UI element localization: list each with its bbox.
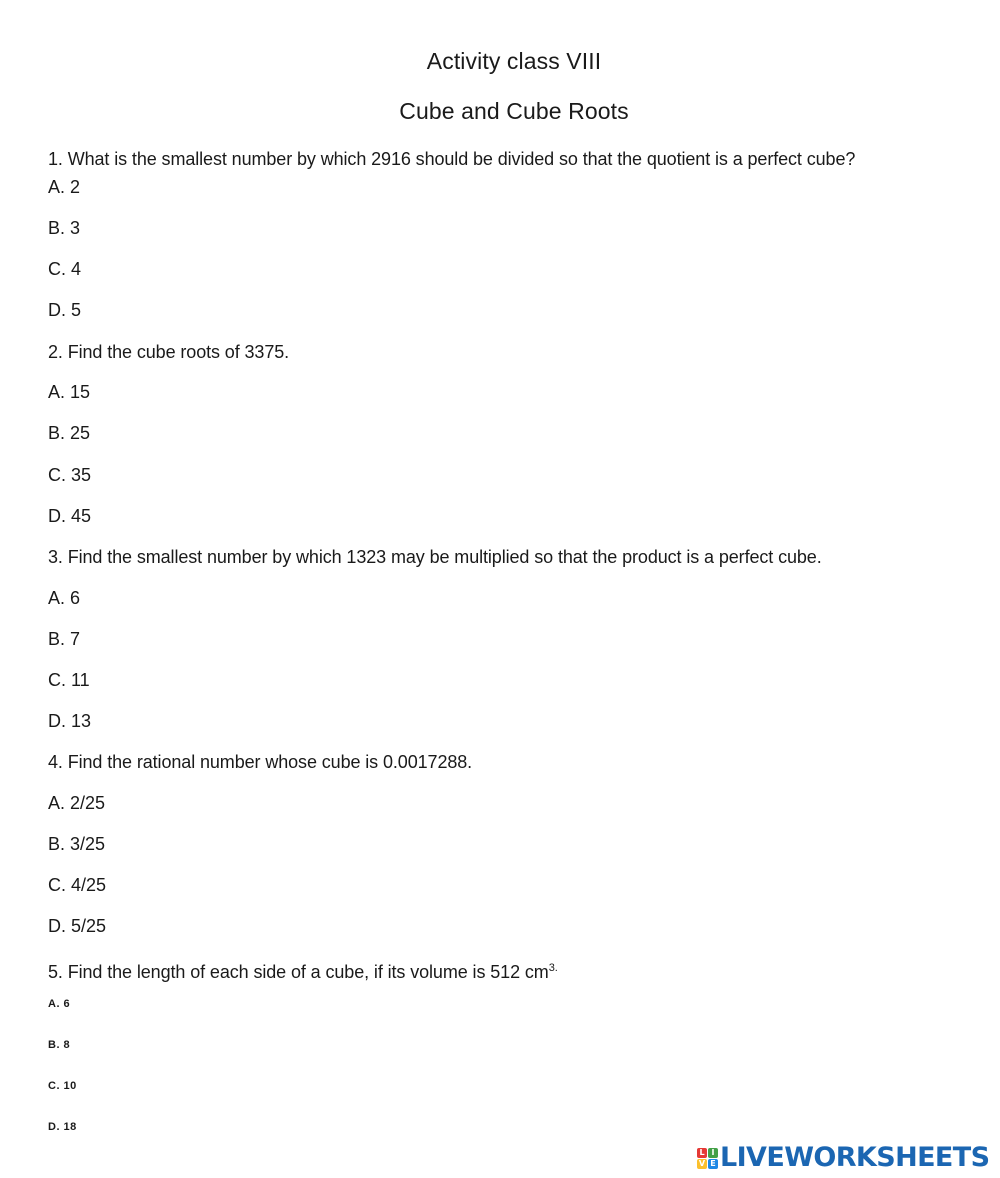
question-3-text: 3. Find the smallest number by which 1323 may be multiplied so that the product is a perfect cube. [48,547,822,567]
logo-mark-cell: I [708,1148,718,1158]
question-5-body: 5. Find the length of each side of a cube, if its volume is 512 cm [48,962,549,982]
liveworksheets-logo [697,1143,989,1173]
question-5-option-d[interactable]: D. 18 [48,1121,77,1133]
question-2-option-c[interactable]: C. 35 [48,465,92,485]
logo-mark-cell: V [698,1158,706,1168]
worksheet-subtitle: Cube and Cube Roots [399,98,629,124]
question-1-option-d[interactable]: D. 5 [48,300,82,320]
logo-mark-cell: L [697,1148,707,1158]
question-4-text: 4. Find the rational number whose cube is 0.0017288. [48,752,473,772]
question-5-option-a[interactable]: A. 6 [48,998,71,1010]
question-3-option-c[interactable]: C. 11 [48,670,90,690]
question-2-option-b[interactable]: B. 25 [48,423,91,443]
question-5-option-c[interactable]: C. 10 [48,1080,77,1092]
question-4-option-d[interactable]: D. 5/25 [48,916,107,936]
question-3-option-b[interactable]: B. 7 [48,629,81,649]
question-5-text [48,957,558,983]
question-3-option-d[interactable]: D. 13 [48,711,92,731]
logo-mark-cell: E [708,1159,718,1169]
question-3-option-a[interactable]: A. 6 [48,588,81,608]
worksheet-title: Activity class VIII [426,48,602,74]
question-2-text: 2. Find the cube roots of 3375. [48,342,290,362]
question-2-option-a[interactable]: A. 15 [48,382,91,402]
question-4-option-a[interactable]: A. 2/25 [48,793,106,813]
question-1-option-c[interactable]: C. 4 [48,259,82,279]
question-4-option-c[interactable]: C. 4/25 [48,875,107,895]
question-1-option-a[interactable]: A. 2 [48,177,81,197]
question-5-superscript: 3. [548,962,558,974]
liveworksheets-logo-icon [697,1148,718,1169]
question-5-option-b[interactable]: B. 8 [48,1039,71,1051]
question-1-text: 1. What is the smallest number by which 2916 should be divided so that the quotient is a perfect cube? [48,149,856,169]
question-2-option-d[interactable]: D. 45 [48,506,92,526]
question-1-option-b[interactable]: B. 3 [48,218,81,238]
liveworksheets-logo-text: LIVEWORKSHEETS [720,1142,990,1173]
question-4-option-b[interactable]: B. 3/25 [48,834,106,854]
